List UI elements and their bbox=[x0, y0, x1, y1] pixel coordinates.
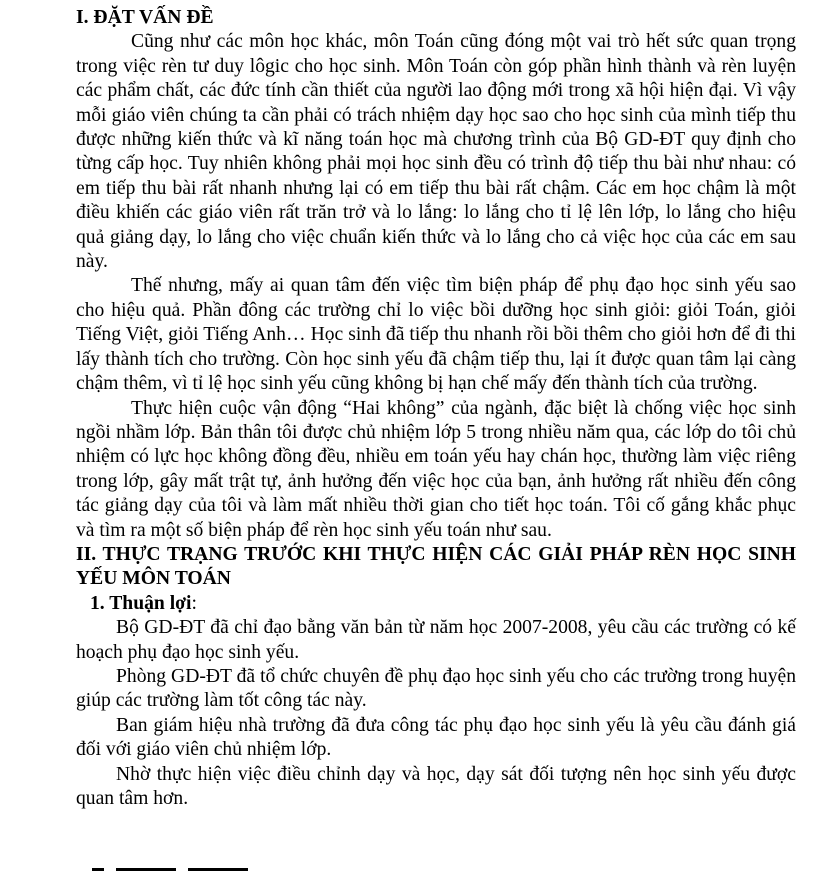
paragraph: Ban giám hiệu nhà trường đã đưa công tác phụ đạo học sinh yếu là yêu cầu đánh giá đối với giáo viên chủ nhiệm lớp. bbox=[76, 714, 796, 761]
document-page bbox=[76, 6, 796, 811]
subsection-heading-text: 1. Thuận lợi bbox=[90, 592, 192, 614]
paragraph: Thực hiện cuộc vận động “Hai không” của ngành, đặc biệt là chống việc học sinh ngồi nhầm lớp. Bản thân tôi được chủ nhiệm lớp 5 trong nhiều năm qua, các lớp do tôi chủ nhiệm có lực học không đồng đều, nhiều em toán yếu hay chán học, thường làm việc riêng trong lớp, gây mất trật tự, ảnh hưởng đến việc học của bạn, ảnh hưởng rất nhiều đến công tác giảng dạy của tôi và làm mất nhiều thời gian cho tiết học toán. Tôi cố gắng khắc phục và tìm ra một số biện pháp để rèn học sinh yếu toán như sau. bbox=[76, 397, 796, 541]
section-heading-problem: I. ĐẶT VẤN ĐỀ bbox=[76, 7, 214, 28]
paragraph: Nhờ thực hiện việc điều chỉnh dạy và học, dạy sát đối tượng nên học sinh yếu được quan tâm hơn. bbox=[76, 763, 796, 809]
paragraph: Phòng GD-ĐT đã tổ chức chuyên đề phụ đạo học sinh yếu cho các trường trong huyện giúp các trường làm tốt công tác này. bbox=[76, 665, 796, 712]
paragraph: Bộ GD-ĐT đã chỉ đạo bằng văn bản từ năm học 2007-2008, yêu cầu các trường có kế hoạch phụ đạo học sinh yếu. bbox=[76, 617, 796, 663]
paragraph: Thế nhưng, mấy ai quan tâm đến việc tìm biện pháp để phụ đạo học sinh yếu sao cho hiệu quả. Phần đông các trường chỉ lo việc bồi dưỡng học sinh giỏi: giỏi Toán, giỏi Tiếng Việt, giỏi Tiếng Anh… Học sinh đã tiếp thu nhanh rồi bồi thêm cho giỏi hơn để đi thi lấy thành tích cho trường. Còn học sinh yếu đã chậm tiếp thu, lại ít được quan tâm lại càng chậm thêm, vì tỉ lệ học sinh yếu cũng không bị hạn chế mấy đến thành tích của trường. bbox=[76, 275, 796, 395]
paragraph: Cũng như các môn học khác, môn Toán cũng đóng một vai trò hết sức quan trọng trong việc rèn tư duy lôgic cho học sinh. Môn Toán còn góp phần hình thành và rèn luyện các phẩm chất, các đức tính cần thiết của người lao động mới trong xã hội hiện đại. Vì vậy mỗi giáo viên chúng ta cần phải có trách nhiệm dạy học sao cho học sinh của mình tiếp thu được những kiến thức và kĩ năng toán học mà chương trình của Bộ GD-ĐT quy định cho từng cấp học. Tuy nhiên không phải mọi học sinh đều có trình độ tiếp thu bài như nhau: có em tiếp thu bài rất nhanh nhưng lại có em tiếp thu bài rất chậm. Các em học chậm là một điều khiến các giáo viên rất trăn trở và lo lắng: lo lắng cho tỉ lệ lên lớp, lo lắng cho hiệu quả giảng dạy, lo lắng cho việc chuẩn kiến thức và lo lắng cho cả việc học của các em sau này. bbox=[76, 31, 796, 273]
subsection-heading-colon: : bbox=[191, 592, 197, 614]
section-heading-situation: II. THỰC TRẠNG TRƯỚC KHI THỰC HIỆN CÁC GIẢI PHÁP RÈN HỌC SINH YẾU MÔN TOÁN bbox=[76, 543, 796, 590]
cropped-next-line-fragment bbox=[76, 868, 256, 878]
subsection-heading-advantages bbox=[76, 592, 796, 616]
